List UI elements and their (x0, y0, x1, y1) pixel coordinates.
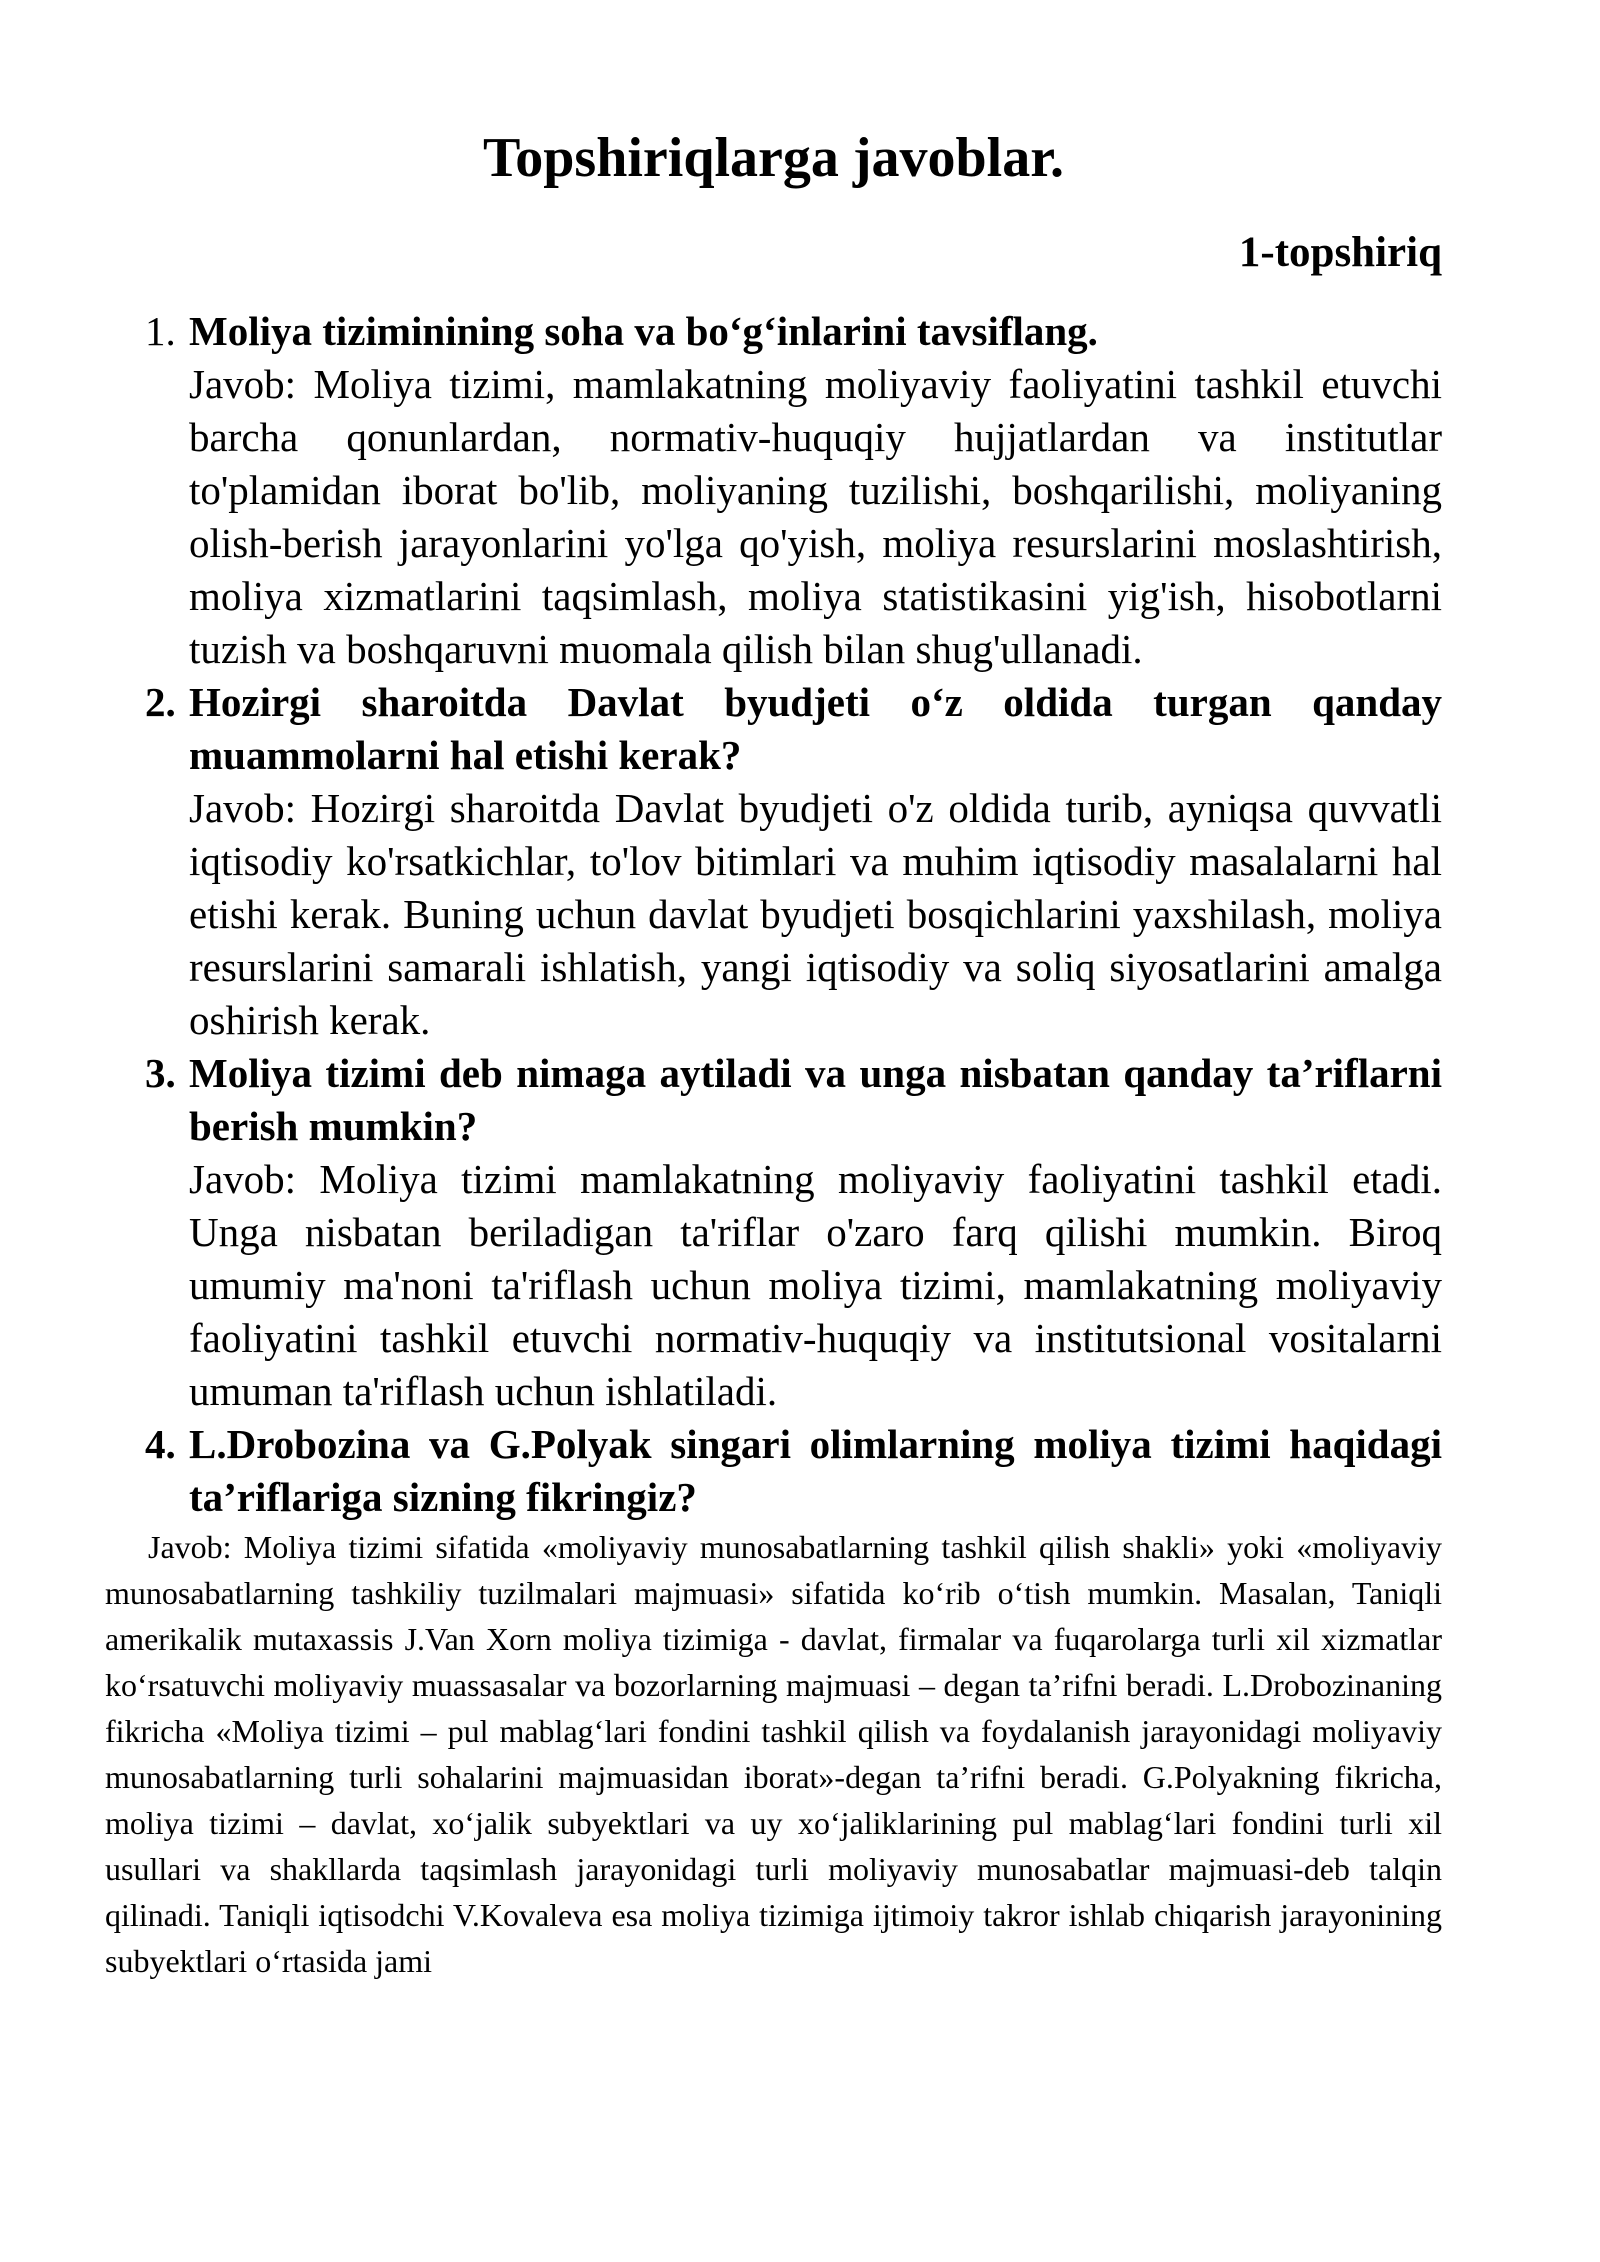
qa-item-3 (105, 1047, 1442, 1418)
item-3-number: 3. (145, 1050, 176, 1096)
item-2-body (189, 676, 1442, 1047)
item-1-answer: Javob: Moliya tizimi, mamlakatning moliyaviy faoliyatini tashkil etuvchi barcha qonunlardan, normativ-huquqiy hujjatlardan va institutlar to'plamidan iborat bo'lib, moliyaning tuzilishi, boshqarilishi, moliyaning olish-berish jarayonlarini yo'lga qo'yish, moliya resurslarini moslashtirish, moliya xizmatlarini taqsimlash, moliya statistikasini yig'ish, hisobotlarni tuzish va boshqaruvni muomala qilish bilan shug'ullanadi. (189, 361, 1442, 672)
qa-item-2 (105, 676, 1442, 1047)
section-label: 1-topshiriq (1238, 229, 1442, 276)
item-4-body (189, 1418, 1442, 1524)
document-title: Topshiriqlarga javoblar. (483, 127, 1064, 189)
qa-list (105, 305, 1442, 1524)
item-4-answer: Javob: Moliya tizimi sifatida «moliyaviy munosabatlarning tashkil qilish shakli» yoki «moliyaviy munosabatlarning tashkiliy tuzilmalari majmuasi» sifatida koʻrib oʻtish mumkin. Masalan, Taniqli amerikalik mutaxassis J.Van Xorn moliya tizimiga - davlat, firmalar va fuqarolarga turli xil xizmatlar koʻrsatuvchi moliyaviy muassasalar va bozorlarning majmuasi – degan ta’rifni beradi. L.Drobozinaning fikricha «Moliya tizimi – pul mablagʻlari fondini tashkil qilish va foydalanish jarayonidagi moliyaviy munosabatlarning turli sohalarini majmuasidan iborat»-degan ta’rifni beradi. G.Polyakning fikricha, moliya tizimi – davlat, xoʻjalik subyektlari va uy xoʻjaliklarining pul mablagʻlari fondini turli xil usullari va shakllarda taqsimlash jarayonidagi turli moliyaviy munosabatlar majmuasi-deb talqin qilinadi. Taniqli iqtisodchi V.Kovaleva esa moliya tizimiga ijtimoiy takror ishlab chiqarish jarayonining subyektlari oʻrtasida jami (105, 1529, 1442, 1979)
item-1-body (189, 305, 1442, 676)
item-1-number: 1. (145, 308, 176, 354)
item-4-question: L.Drobozina va G.Polyak singari olimlarning moliya tizimi haqidagi ta’riflariga sizning fikringiz? (189, 1421, 1442, 1520)
item-3-question: Moliya tizimi deb nimaga aytiladi va unga nisbatan qanday ta’riflarni berish mumkin? (189, 1050, 1442, 1149)
item-3-body (189, 1047, 1442, 1418)
item-2-answer: Javob: Hozirgi sharoitda Davlat byudjeti o'z oldida turib, ayniqsa quvvatli iqtisodiy ko'rsatkichlar, to'lov bitimlari va muhim iqtisodiy masalalarni hal etishi kerak. Buning uchun davlat byudjeti bosqichlarini yaxshilash, moliya resurslarini samarali ishlatish, yangi iqtisodiy va soliq siyosatlarini amalga oshirish kerak. (189, 785, 1442, 1043)
item-2-number: 2. (145, 679, 176, 725)
item-4-number: 4. (145, 1421, 176, 1467)
qa-item-1 (105, 305, 1442, 676)
qa-item-4 (105, 1418, 1442, 1524)
item-2-question: Hozirgi sharoitda Davlat byudjeti oʻz oldida turgan qanday muammolarni hal etishi kerak? (189, 679, 1442, 778)
item-1-question: Moliya tiziminining soha va boʻgʻinlarini tavsiflang. (189, 308, 1098, 354)
item-3-answer: Javob: Moliya tizimi mamlakatning moliyaviy faoliyatini tashkil etadi. Unga nisbatan beriladigan ta'riflar o'zaro farq qilishi mumkin. Biroq umumiy ma'noni ta'riflash uchun moliya tizimi, mamlakatning moliyaviy faoliyatini tashkil etuvchi normativ-huquqiy va institutsional vositalarni umuman ta'riflash uchun ishlatiladi. (189, 1156, 1442, 1414)
